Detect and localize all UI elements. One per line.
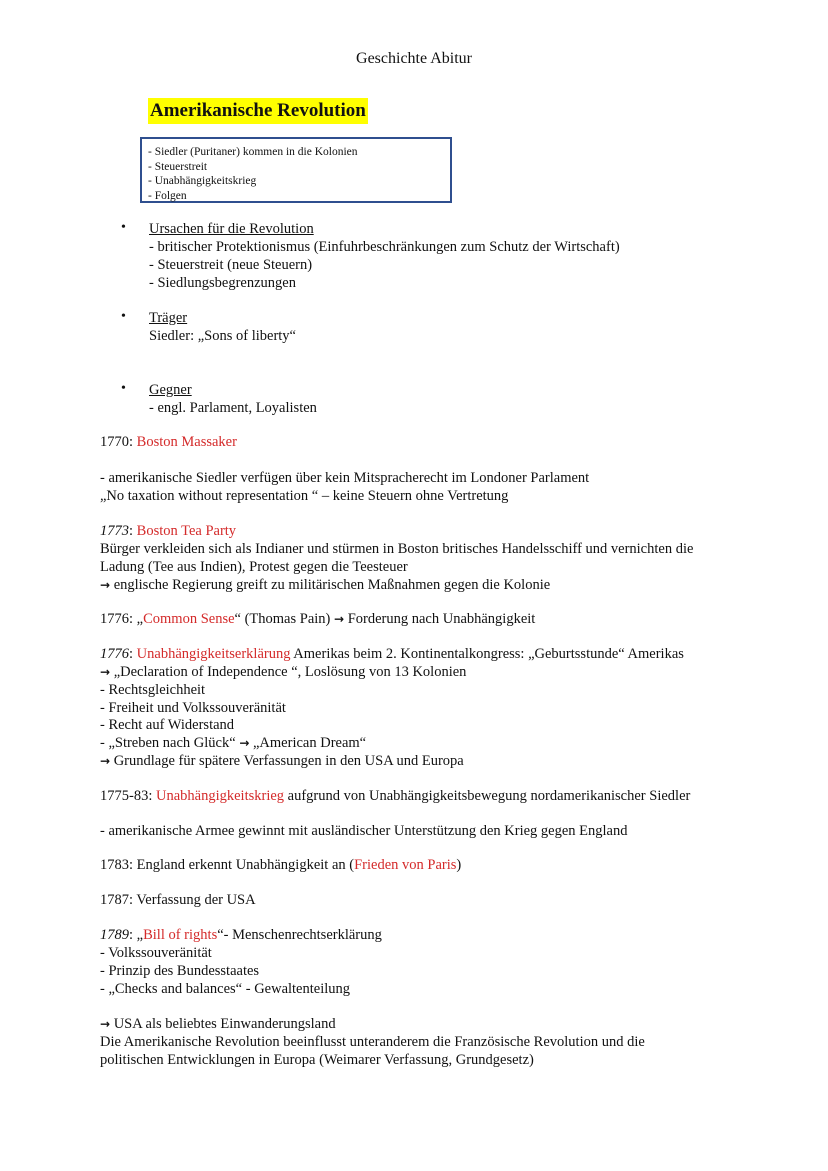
overview-item: - Siedler (Puritaner) kommen in die Kolonien bbox=[148, 146, 358, 158]
traeger-text: Siedler: „Sons of liberty“ bbox=[149, 328, 296, 344]
paragraph-line: - amerikanische Siedler verfügen über kein Mitspracherecht im Londoner Parlament bbox=[100, 470, 590, 486]
traeger-heading: Träger bbox=[149, 310, 188, 326]
list-item: - Volkssouveränität bbox=[100, 945, 212, 961]
event-rest: Amerikas beim 2. Kontinentalkongress: „Geburtsstunde“ Amerikas bbox=[290, 646, 684, 662]
bullet-icon: • bbox=[121, 381, 126, 396]
separator: : bbox=[129, 523, 137, 539]
ursachen-item: - Siedlungsbegrenzungen bbox=[149, 275, 296, 291]
event-1787: 1787: Verfassung der USA bbox=[100, 892, 256, 908]
consequence-text: englische Regierung greift zu militärischen Maßnahmen gegen die Kolonie bbox=[110, 577, 551, 593]
overview-item: - Steuerstreit bbox=[148, 160, 208, 173]
event-1776-common-sense bbox=[100, 611, 535, 629]
conclusion-line bbox=[100, 1016, 336, 1034]
arrow-icon: → bbox=[100, 754, 111, 768]
page-title: Amerikanische Revolution bbox=[148, 98, 368, 124]
event-1773 bbox=[100, 523, 236, 541]
event-text-end: ) bbox=[456, 857, 462, 873]
dream-b: „American Dream“ bbox=[249, 735, 367, 751]
event-year: 1773 bbox=[100, 523, 129, 539]
event-year: 1789 bbox=[100, 927, 129, 943]
list-item: - Recht auf Widerstand bbox=[100, 717, 235, 733]
event-name: Boston Tea Party bbox=[136, 523, 237, 539]
overview-item: - Unabhängigkeitskrieg bbox=[148, 175, 257, 187]
event-mid: “ (Thomas Pain) bbox=[234, 611, 334, 627]
arrow-icon: → bbox=[100, 578, 111, 592]
paragraph-line: Die Amerikanische Revolution beeinflusst unteranderem die Französische Revolution und die bbox=[100, 1034, 645, 1050]
event-1775 bbox=[100, 788, 690, 806]
ursachen-item: - Steuerstreit (neue Steuern) bbox=[149, 257, 313, 273]
paragraph-line: Ladung (Tee aus Indien), Protest gegen die Teesteuer bbox=[100, 559, 408, 575]
declaration-text: „Declaration of Independence “, Loslösung von 13 Kolonien bbox=[110, 664, 467, 680]
page-header: Geschichte Abitur bbox=[356, 50, 472, 67]
event-prefix: 1776: „ bbox=[100, 611, 144, 627]
dream-a: - „Streben nach Glück“ bbox=[100, 735, 240, 751]
consequence-line bbox=[100, 577, 550, 595]
list-item: - Rechtsgleichheit bbox=[100, 682, 206, 698]
event-name: Unabhängigkeitskrieg bbox=[155, 788, 285, 804]
event-name: Frieden von Paris bbox=[354, 857, 457, 873]
bullet-icon: • bbox=[121, 309, 126, 324]
paragraph-line: Bürger verkleiden sich als Indianer und stürmen in Boston britisches Handelsschiff und vernichten die bbox=[100, 541, 694, 557]
event-name: Common Sense bbox=[143, 611, 235, 627]
arrow-icon: → bbox=[334, 612, 345, 626]
event-year: 1776 bbox=[100, 646, 129, 662]
event-1770 bbox=[100, 434, 237, 452]
gegner-text: - engl. Parlament, Loyalisten bbox=[149, 400, 317, 416]
list-item: - Freiheit und Volkssouveränität bbox=[100, 700, 286, 716]
ursachen-heading: Ursachen für die Revolution bbox=[149, 221, 314, 237]
paragraph-line: - amerikanische Armee gewinnt mit ausländischer Unterstützung den Krieg gegen England bbox=[100, 823, 628, 839]
event-name: Bill of rights bbox=[143, 927, 218, 943]
event-name: Boston Massaker bbox=[136, 434, 237, 450]
event-rest: aufgrund von Unabhängigkeitsbewegung nordamerikanischer Siedler bbox=[284, 788, 691, 804]
event-rest: “- Menschenrechtserklärung bbox=[217, 927, 382, 943]
paragraph-line: politischen Entwicklungen in Europa (Weimarer Verfassung, Grundgesetz) bbox=[100, 1052, 534, 1068]
event-1789 bbox=[100, 927, 382, 945]
separator: : bbox=[129, 646, 137, 662]
event-1783 bbox=[100, 857, 461, 875]
list-item: - Prinzip des Bundesstaates bbox=[100, 963, 260, 979]
list-item: - „Checks and balances“ - Gewaltenteilung bbox=[100, 981, 351, 997]
event-suffix: Forderung nach Unabhängigkeit bbox=[344, 611, 536, 627]
overview-box bbox=[140, 137, 452, 203]
list-item bbox=[100, 735, 366, 753]
event-year: 1775-83: bbox=[100, 788, 156, 804]
arrow-icon: → bbox=[239, 736, 250, 750]
gegner-heading: Gegner bbox=[149, 382, 192, 398]
separator: : „ bbox=[129, 927, 144, 943]
arrow-icon: → bbox=[100, 1017, 111, 1031]
grundlage-line bbox=[100, 753, 464, 771]
paragraph-line: „No taxation without representation “ – keine Steuern ohne Vertretung bbox=[100, 488, 509, 504]
event-year: 1770: bbox=[100, 434, 137, 450]
overview-item: - Folgen bbox=[148, 189, 187, 202]
event-name: Unabhängigkeitserklärung bbox=[136, 646, 291, 662]
ursachen-item: - britischer Protektionismus (Einfuhrbeschränkungen zum Schutz der Wirtschaft) bbox=[149, 239, 620, 255]
grundlage-text: Grundlage für spätere Verfassungen in den USA und Europa bbox=[110, 753, 464, 769]
arrow-icon: → bbox=[100, 665, 111, 679]
conclusion-text: USA als beliebtes Einwanderungsland bbox=[110, 1016, 336, 1032]
event-text: 1783: England erkennt Unabhängigkeit an ( bbox=[100, 857, 355, 873]
bullet-icon: • bbox=[121, 220, 126, 235]
event-1776-declaration bbox=[100, 646, 684, 664]
declaration-line bbox=[100, 664, 466, 682]
